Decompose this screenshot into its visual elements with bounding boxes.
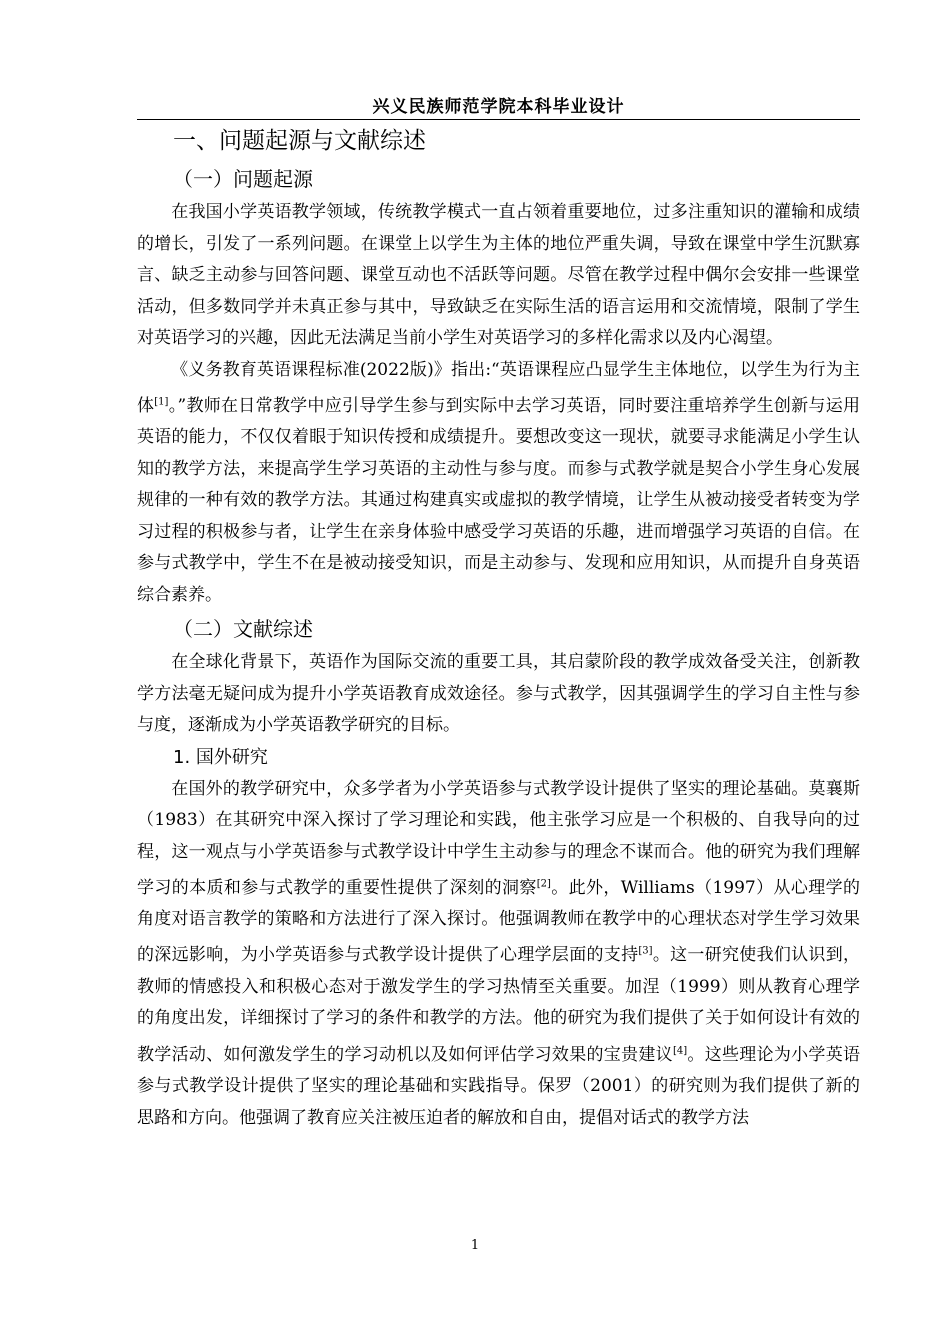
subsubsection-title-foreign: 1. 国外研究 xyxy=(173,746,268,768)
page-number: 1 xyxy=(470,1238,480,1253)
paragraph-origin-1: 在我国小学英语教学领域，传统教学模式一直占领着重要地位，过多注重知识的灌输和成绩的增长，引发了一系列问题。在课堂上以学生为主体的地位严重失调，导致在课堂中学生沉默寡言、缺乏主动参与回答问题、课堂互动也不活跃等问题。尽管在教学过程中偶尔会安排一些课堂活动，但多数同学并未真正参与其中，导致缺乏在实际生活的语言运用和交流情境，限制了学生对英语学习的兴趣，因此无法满足当前小学生对英语学习的多样化需求以及内心渴望。 xyxy=(137,202,860,348)
page-header: 兴义民族师范学院本科毕业设计 xyxy=(372,97,625,117)
section-title: 一、问题起源与文献综述 xyxy=(173,128,426,154)
header-rule xyxy=(137,119,860,120)
paragraph-origin-2: 《义务教育英语课程标准(2022版)》指出:“英语课程应凸显学生主体地位，以学生为行为主体[1]。”教师在日常教学中应引导学生参与到实际中去学习英语，同时要注重培养学生创新与运用英语的能力，不仅仅着眼于知识传授和成绩提升。要想改变这一现状，就要寻求能满足小学生认知的教学方法，来提高学生学习英语的主动性与参与度。而参与式教学就是契合小学生身心发展规律的一种有效的教学方法。其通过构建真实或虚拟的教学情境，让学生从被动接受者转变为学习过程的积极参与者，让学生在亲身体验中感受学习英语的乐趣，进而增强学习英语的自信。在参与式教学中，学生不在是被动接受知识，而是主动参与、发现和应用知识，从而提升自身英语综合素养。 xyxy=(137,359,860,605)
paragraph-review-1: 在全球化背景下，英语作为国际交流的重要工具，其启蒙阶段的教学成效备受关注，创新教学方法毫无疑问成为提升小学英语教育成效途径。参与式教学，因其强调学生的学习自主性与参与度，逐渐成为小学英语教学研究的目标。 xyxy=(137,652,860,736)
citation-marker: [4] xyxy=(672,1044,688,1056)
paragraph-foreign-1: 在国外的教学研究中，众多学者为小学英语参与式教学设计提供了坚实的理论基础。莫襄斯（1983）在其研究中深入探讨了学习理论和实践，他主张学习应是一个积极的、自我导向的过程，这一观点与小学英语参与式教学设计中学生主动参与的理念不谋而合。他的研究为我们理解学习的本质和参与式教学的重要性提供了深刻的洞察[2]。此外，Williams（1997）从心理学的角度对语言教学的策略和方法进行了深入探讨。他强调教师在教学中的心理状态对学生学习效果的深远影响，为小学英语参与式教学设计提供了心理学层面的支持[3]。这一研究使我们认识到，教师的情感投入和积极心态对于激发学生的学习热情至关重要。加涅（1999）则从教育心理学的角度出发，详细探讨了学习的条件和教学的方法。他的研究为我们提供了关于如何设计有效的教学活动、如何激发学生的学习动机以及如何评估学习效果的宝贵建议[4]。这些理论为小学英语参与式教学设计提供了坚实的理论基础和实践指导。保罗（2001）的研究则为我们提供了新的思路和方向。他强调了教育应关注被压迫者的解放和自由，提倡对话式的教学方法 xyxy=(137,778,861,1128)
subsection-title-review: （二）文献综述 xyxy=(173,617,313,642)
citation-marker: [1] xyxy=(154,396,169,407)
citation-marker: [3] xyxy=(638,945,653,957)
citation-marker: [2] xyxy=(536,878,551,890)
page-content xyxy=(137,121,860,1134)
subsection-title-origin: （一）问题起源 xyxy=(173,167,313,191)
